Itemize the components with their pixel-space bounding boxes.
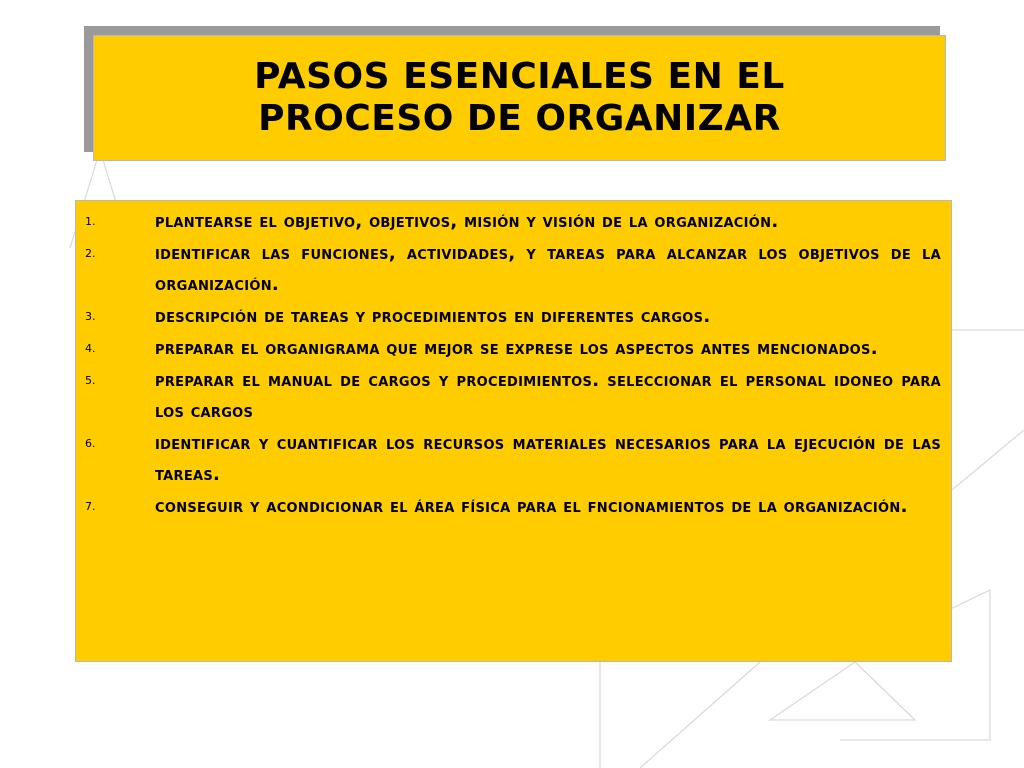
list-item: [76, 238, 941, 300]
list-item: [76, 333, 941, 364]
step-text: preparar el organigrama que mejor se exprese los aspectos antes mencionados.: [155, 338, 878, 359]
step-number: 5.: [85, 374, 96, 387]
steps-list: [76, 201, 951, 522]
step-number: 3.: [85, 310, 96, 323]
step-number: 7.: [85, 500, 96, 513]
step-number: 1.: [85, 215, 96, 228]
title-line-1: PASOS ESENCIALES EN EL: [254, 56, 785, 97]
title-line-2: PROCESO DE ORGANIZAR: [258, 98, 781, 139]
list-item: [76, 206, 941, 237]
list-item: [76, 365, 941, 427]
right-chevron-deco-2: [952, 430, 1024, 490]
step-text: descripción de tareas y procedimientos en diferentes cargos.: [155, 306, 711, 327]
step-number: 6.: [85, 437, 96, 450]
steps-box: [75, 200, 952, 662]
list-item: [76, 428, 941, 490]
list-item: [76, 301, 941, 332]
step-text: identificar y cuantificar los recursos materiales necesarios para la ejecución de las tareas.: [155, 433, 941, 485]
bottom-diag-deco-3: [855, 662, 915, 720]
step-number: 2.: [85, 247, 96, 260]
list-item: [76, 491, 941, 522]
bottom-diag-deco: [640, 662, 760, 768]
title-box: [93, 35, 946, 161]
bottom-triangle-deco: [770, 662, 915, 720]
step-text: conseguir y acondicionar el área física para el fncionamientos de la organización.: [155, 496, 908, 517]
step-text: preparar el manual de cargos y procedimientos. seleccionar el personal idoneo para los cargos: [155, 370, 941, 422]
step-text: identificar las funciones, actividades, y tareas para alcanzar los objetivos de la organización.: [155, 243, 941, 295]
step-text: plantearse el objetivo, objetivos, misión y visión de la organización.: [155, 211, 779, 232]
step-number: 4.: [85, 342, 96, 355]
slide-title: [254, 56, 785, 140]
